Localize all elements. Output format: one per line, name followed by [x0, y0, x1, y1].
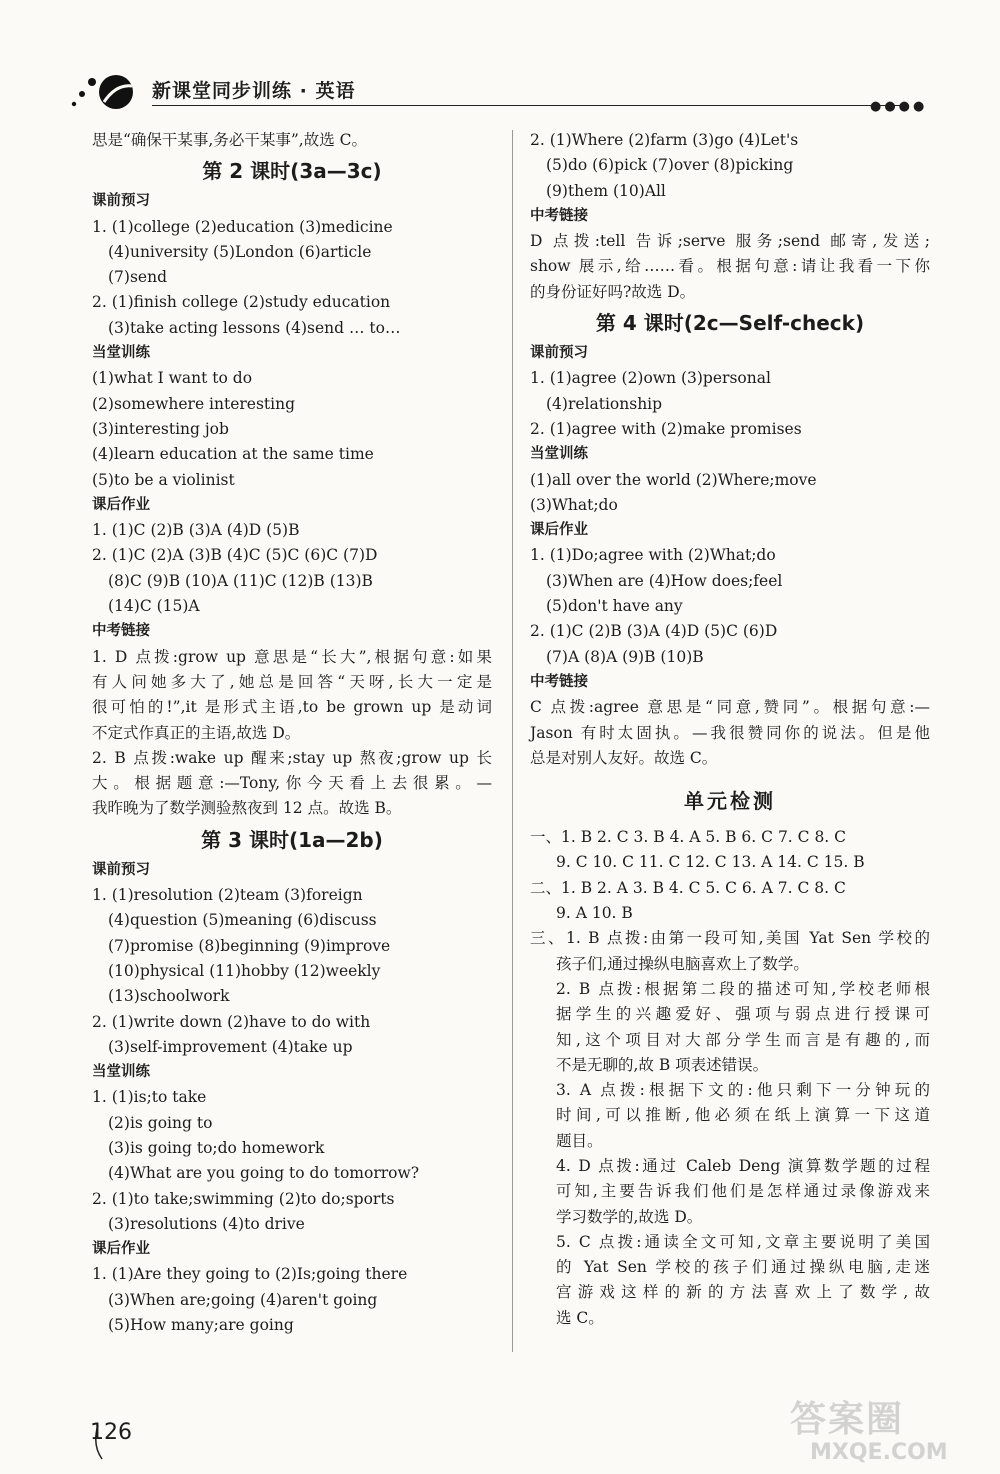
explanation-line: 知,这个项目对大部分学生而言是有趣的,而	[556, 1030, 930, 1049]
explanation-line: 三、1. B 点拨:由第一段可知,美国 Yat Sen 学校的	[530, 929, 930, 948]
explanation-line: 时间,可以推断,他必须在纸上演算一下这道	[556, 1106, 930, 1125]
explanation-line: show 展示,给……看。根据句意:请让我看一下你	[530, 257, 930, 276]
section-label: 课后作业	[92, 496, 150, 513]
logo-icon	[70, 72, 140, 112]
section-label: 当堂训练	[530, 446, 588, 463]
book-title: 新课堂同步训练 · 英语	[152, 80, 356, 102]
answer-line: 2. (1)to take;swimming (2)to do;sports	[92, 1189, 395, 1208]
header-rule	[152, 105, 907, 106]
answer-line: (3)is going to;do homework	[108, 1138, 325, 1157]
answer-line: (2)somewhere interesting	[92, 394, 296, 413]
answer-line: (3)resolutions (4)to drive	[108, 1214, 305, 1233]
left-column	[92, 128, 492, 1338]
explanation-line: 宫游戏这样的新的方法喜欢上了数学,故	[556, 1283, 930, 1302]
answer-line: (9)them (10)All	[546, 181, 666, 200]
unit-test-heading: 单元检测	[684, 789, 776, 814]
section-label: 课前预习	[92, 861, 150, 878]
answer-line: 2. (1)C (2)B (3)A (4)D (5)C (6)D	[530, 622, 778, 641]
answer-line: (3)self-improvement (4)take up	[108, 1037, 353, 1056]
answer-line: 2. (1)agree with (2)make promises	[530, 419, 802, 438]
answer-line: 的身份证好吗?故选 D。	[530, 282, 696, 301]
answer-line: (3)interesting job	[92, 419, 229, 438]
answer-line: (5)don't have any	[546, 597, 683, 616]
answer-line: (1)all over the world (2)Where;move	[530, 470, 817, 489]
answer-line: (4)question (5)meaning (6)discuss	[108, 911, 377, 930]
lesson-heading: 第 4 课时(2c—Self-check)	[595, 311, 865, 336]
answer-line: (5)to be a violinist	[92, 470, 235, 489]
explanation-line: C 点拨:agree 意思是“同意,赞同”。根据句意:—	[530, 698, 930, 717]
answer-line: (5)do (6)pick (7)over (8)picking	[546, 156, 794, 175]
explanation-line: Jason 有时太固执。—我很赞同你的说法。但是他	[530, 723, 930, 742]
header-dots: ●●●●	[870, 99, 928, 114]
lesson-heading: 第 3 课时(1a—2b)	[201, 827, 383, 852]
answer-line: (3)What;do	[530, 495, 618, 514]
explanation-line: 1. D 点拨:grow up 意思是“长大”,根据句意:如果	[92, 647, 492, 666]
section-label: 课后作业	[92, 1241, 150, 1258]
answer-line: 1. (1)college (2)education (3)medicine	[92, 217, 393, 236]
answer-line: 1. (1)is;to take	[92, 1088, 207, 1107]
explanation-line: 据学生的兴趣爱好、强项与弱点进行授课可	[556, 1005, 930, 1024]
watermark-url: MXQE.COM	[810, 1440, 948, 1465]
answer-line: (14)C (15)A	[108, 597, 200, 616]
answer-line: (8)C (9)B (10)A (11)C (12)B (13)B	[108, 571, 373, 590]
section-label: 中考链接	[92, 623, 150, 640]
section-label: 课后作业	[530, 522, 588, 539]
page-number: 126	[90, 1420, 132, 1445]
answer-line: (3)When are;going (4)aren't going	[108, 1290, 378, 1309]
answer-line: 1. (1)C (2)B (3)A (4)D (5)B	[92, 521, 300, 540]
explanation-line: 4. D 点拨:通过 Caleb Deng 演算数学题的过程	[556, 1156, 930, 1175]
section-label: 课前预习	[530, 345, 588, 362]
answer-line: 1. (1)agree (2)own (3)personal	[530, 369, 771, 388]
answer-line: 2. (1)finish college (2)study education	[92, 293, 391, 312]
section-label: 当堂训练	[92, 345, 150, 362]
page-header	[70, 66, 940, 114]
explanation-line: 2. B 点拨:wake up 醒来;stay up 熬夜;grow up 长	[92, 748, 492, 767]
answer-line: (7)send	[108, 268, 167, 287]
answer-line: 1. (1)resolution (2)team (3)foreign	[92, 886, 363, 905]
answer-line: 一、1. B 2. C 3. B 4. A 5. B 6. C 7. C 8. C	[530, 828, 847, 847]
explanation-line: 5. C 点拨:通读全文可知,文章主要说明了美国	[556, 1232, 930, 1251]
explanation-line: 可知,主要告诉我们他们是怎样通过录像游戏来	[556, 1182, 930, 1201]
answer-line: (4)university (5)London (6)article	[108, 242, 372, 261]
answer-line: (10)physical (11)hobby (12)weekly	[108, 961, 381, 980]
answer-line: 1. (1)Are they going to (2)Is;going there	[92, 1265, 408, 1284]
answer-line: 9. C 10. C 11. C 12. C 13. A 14. C 15. B	[556, 853, 865, 872]
column-divider	[512, 130, 513, 1352]
answer-line: 总是对别人友好。故选 C。	[530, 748, 718, 767]
answer-line: 不定式作真正的主语,故选 D。	[92, 723, 301, 742]
answer-line: (3)take acting lessons (4)send … to…	[108, 318, 401, 337]
answer-line: (4)What are you going to do tomorrow?	[108, 1164, 420, 1183]
section-label: 中考链接	[530, 207, 588, 224]
section-label: 当堂训练	[92, 1064, 150, 1081]
answer-line: 2. (1)C (2)A (3)B (4)C (5)C (6)C (7)D	[92, 546, 378, 565]
explanation-line: 大。根据题意:—Tony,你今天看上去很累。—	[92, 774, 492, 793]
answer-line: 1. (1)Do;agree with (2)What;do	[530, 546, 776, 565]
explanation-line: D 点拨:tell 告诉;serve 服务;send 邮寄,发送;	[530, 232, 930, 251]
answer-line: (2)is going to	[108, 1113, 213, 1132]
explanation-line: 3. A 点拨:根据下文的:他只剩下一分钟玩的	[556, 1081, 930, 1100]
section-label: 中考链接	[530, 673, 588, 690]
answer-line: (7)A (8)A (9)B (10)B	[546, 647, 704, 666]
answer-line: 2. (1)Where (2)farm (3)go (4)Let's	[530, 131, 799, 149]
answer-line: 选 C。	[556, 1308, 604, 1327]
answer-line: (7)promise (8)beginning (9)improve	[108, 936, 391, 955]
answer-line: 孩子们,通过操纵电脑喜欢上了数学。	[556, 954, 809, 973]
section-label: 课前预习	[92, 193, 150, 210]
lesson-heading: 第 2 课时(3a—3c)	[202, 159, 382, 184]
answer-line: (4)learn education at the same time	[92, 445, 374, 464]
answer-line: 9. A 10. B	[556, 904, 633, 923]
watermark-logo	[790, 1400, 970, 1470]
answer-line: 二、1. B 2. A 3. B 4. C 5. C 6. A 7. C 8. C	[530, 878, 846, 897]
explanation-line: 的 Yat Sen 学校的孩子们通过操纵电脑,走迷	[556, 1258, 930, 1277]
explanation-line: 有人问她多大了,她总是回答“天呀,长大一定是	[92, 672, 492, 691]
answer-line: 2. (1)write down (2)have to do with	[92, 1012, 371, 1031]
answer-line: 思是“确保干某事,务必干某事”,故选 C。	[92, 131, 367, 149]
answer-line: 我昨晚为了数学测验熬夜到 12 点。故选 B。	[92, 799, 402, 818]
answer-line: 题目。	[556, 1131, 603, 1150]
answer-line: 学习数学的,故选 D。	[556, 1207, 703, 1226]
explanation-line: 2. B 点拨:根据第二段的描述可知,学校老师根	[556, 979, 930, 998]
right-column	[530, 128, 930, 1331]
answer-line: (1)what I want to do	[92, 369, 253, 388]
answer-line: (5)How many;are going	[108, 1316, 294, 1335]
answer-line: (4)relationship	[546, 394, 663, 413]
explanation-line: 很可怕的!”,it 是形式主语,to be grown up 是动词	[92, 698, 492, 717]
answer-line: (13)schoolwork	[108, 987, 230, 1006]
watermark-text: 答案圈	[790, 1399, 905, 1440]
answer-line: 不是无聊的,故 B 项表述错误。	[556, 1055, 769, 1074]
answer-line: (3)When are (4)How does;feel	[546, 571, 783, 590]
